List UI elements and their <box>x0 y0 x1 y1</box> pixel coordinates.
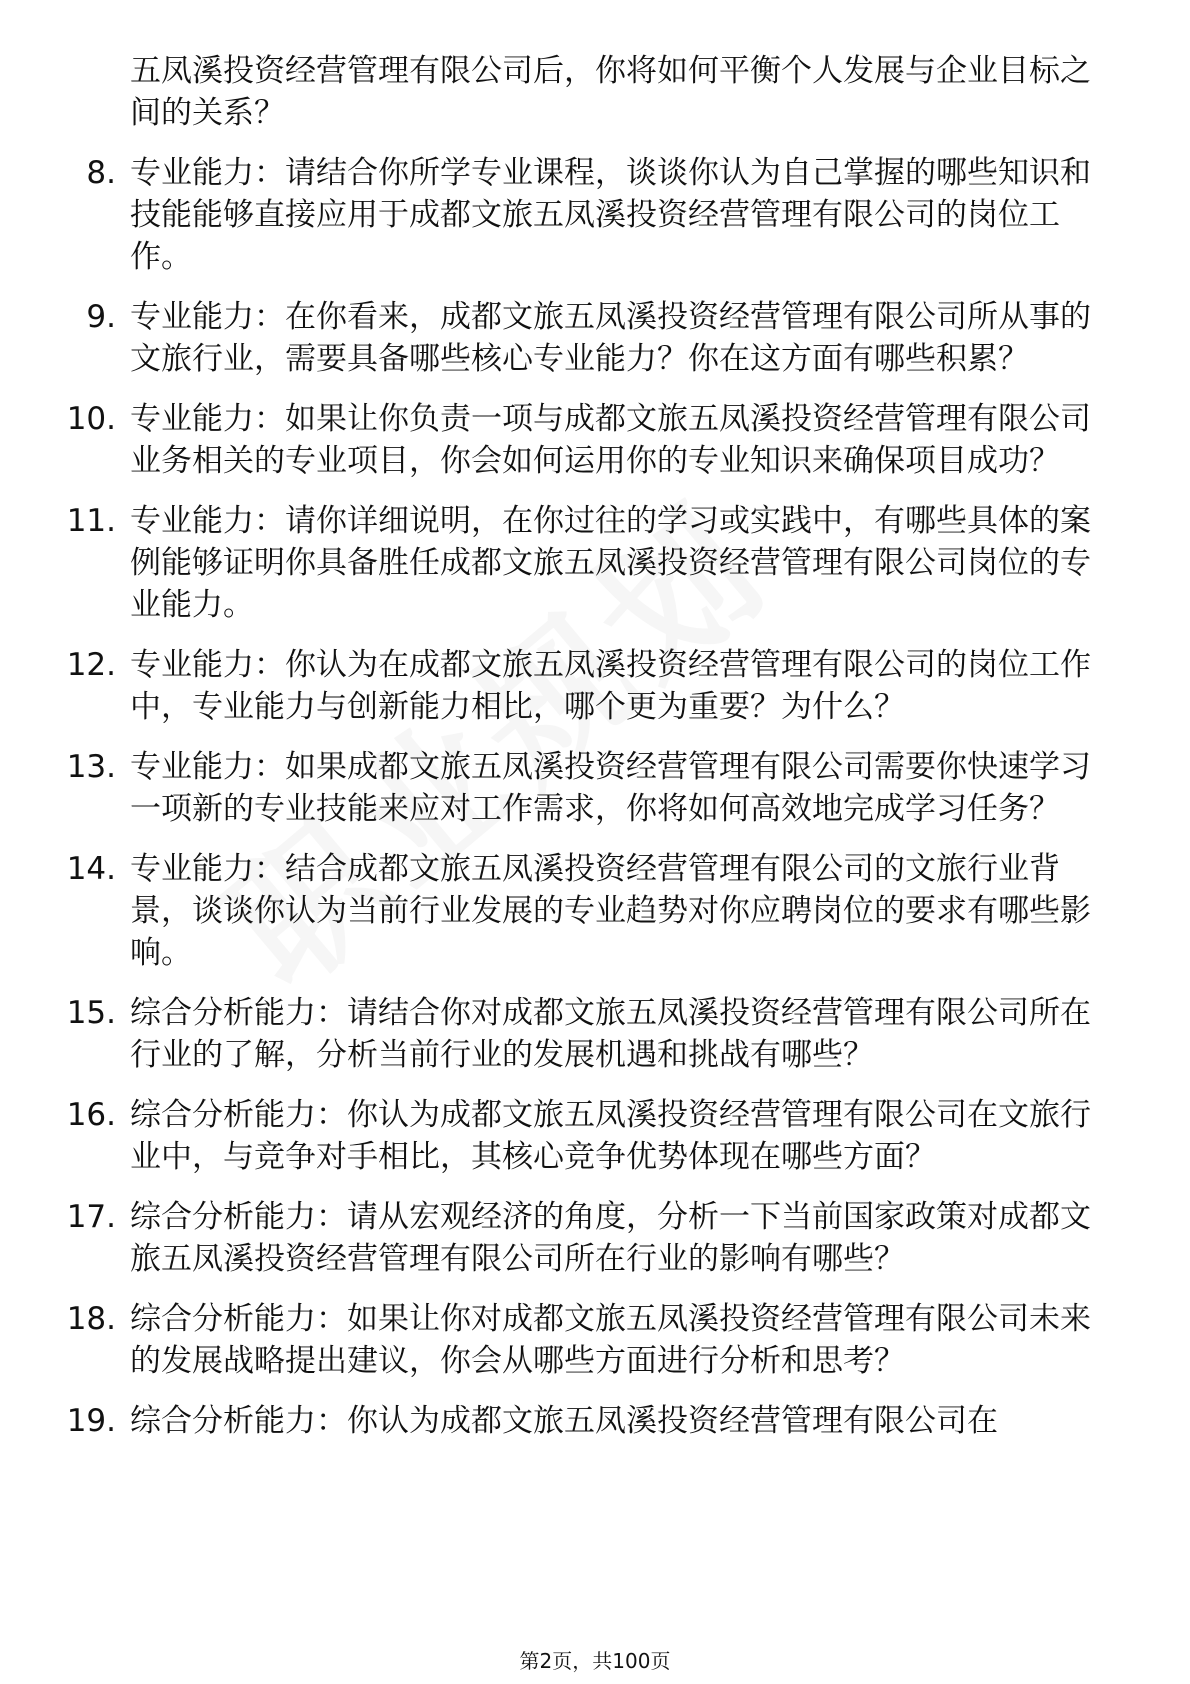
continued-question-text: 五凤溪投资经营管理有限公司后，你将如何平衡个人发展与企业目标之间的关系？ <box>130 53 1091 131</box>
question-text: 综合分析能力：请结合你对成都文旅五凤溪投资经营管理有限公司所在行业的了解，分析当前行业的发展机遇和挑战有哪些？ <box>130 995 1091 1073</box>
question-text: 综合分析能力：你认为成都文旅五凤溪投资经营管理有限公司在文旅行业中，与竞争对手相比，其核心竞争优势体现在哪些方面？ <box>130 1097 1091 1175</box>
question-item <box>60 1400 1110 1442</box>
question-text: 专业能力：如果成都文旅五凤溪投资经营管理有限公司需要你快速学习一项新的专业技能来应对工作需求，你将如何高效地完成学习任务？ <box>130 749 1091 827</box>
question-text: 专业能力：如果让你负责一项与成都文旅五凤溪投资经营管理有限公司业务相关的专业项目，你会如何运用你的专业知识来确保项目成功？ <box>130 401 1091 479</box>
question-number: 18. <box>66 1301 116 1337</box>
question-text: 专业能力：请结合你所学专业课程，谈谈你认为自己掌握的哪些知识和技能能够直接应用于成都文旅五凤溪投资经营管理有限公司的岗位工作。 <box>130 155 1091 275</box>
question-text: 专业能力：你认为在成都文旅五凤溪投资经营管理有限公司的岗位工作中，专业能力与创新能力相比，哪个更为重要？为什么？ <box>130 647 1091 725</box>
question-text: 综合分析能力：如果让你对成都文旅五凤溪投资经营管理有限公司未来的发展战略提出建议，你会从哪些方面进行分析和思考？ <box>130 1301 1091 1379</box>
question-number: 12. <box>66 647 116 683</box>
question-number: 13. <box>66 749 116 785</box>
question-number: 8. <box>86 155 116 191</box>
question-text: 专业能力：请你详细说明，在你过往的学习或实践中，有哪些具体的案例能够证明你具备胜任成都文旅五凤溪投资经营管理有限公司岗位的专业能力。 <box>130 503 1091 623</box>
question-item <box>60 746 1110 830</box>
question-item <box>60 296 1110 380</box>
page-footer: 第2页，共100页 <box>519 1649 671 1673</box>
question-number: 17. <box>66 1199 116 1235</box>
question-item <box>60 398 1110 482</box>
question-item <box>60 1094 1110 1178</box>
question-item <box>60 500 1110 626</box>
question-item <box>60 1298 1110 1382</box>
question-text: 专业能力：结合成都文旅五凤溪投资经营管理有限公司的文旅行业背景，谈谈你认为当前行业发展的专业趋势对你应聘岗位的要求有哪些影响。 <box>130 851 1091 971</box>
question-item <box>60 992 1110 1076</box>
question-list <box>60 50 1110 1460</box>
question-number: 16. <box>66 1097 116 1133</box>
question-number: 9. <box>86 299 116 335</box>
question-text: 专业能力：在你看来，成都文旅五凤溪投资经营管理有限公司所从事的文旅行业，需要具备哪些核心专业能力？你在这方面有哪些积累？ <box>130 299 1091 377</box>
question-item <box>60 152 1110 278</box>
question-item <box>60 644 1110 728</box>
question-number: 15. <box>66 995 116 1031</box>
question-text: 综合分析能力：你认为成都文旅五凤溪投资经营管理有限公司在 <box>130 1403 998 1439</box>
question-number: 10. <box>66 401 116 437</box>
question-number: 14. <box>66 851 116 887</box>
question-number: 11. <box>66 503 116 539</box>
question-text: 综合分析能力：请从宏观经济的角度，分析一下当前国家政策对成都文旅五凤溪投资经营管理有限公司所在行业的影响有哪些？ <box>130 1199 1091 1277</box>
question-item <box>60 1196 1110 1280</box>
question-item <box>60 848 1110 974</box>
question-number: 19. <box>66 1403 116 1439</box>
